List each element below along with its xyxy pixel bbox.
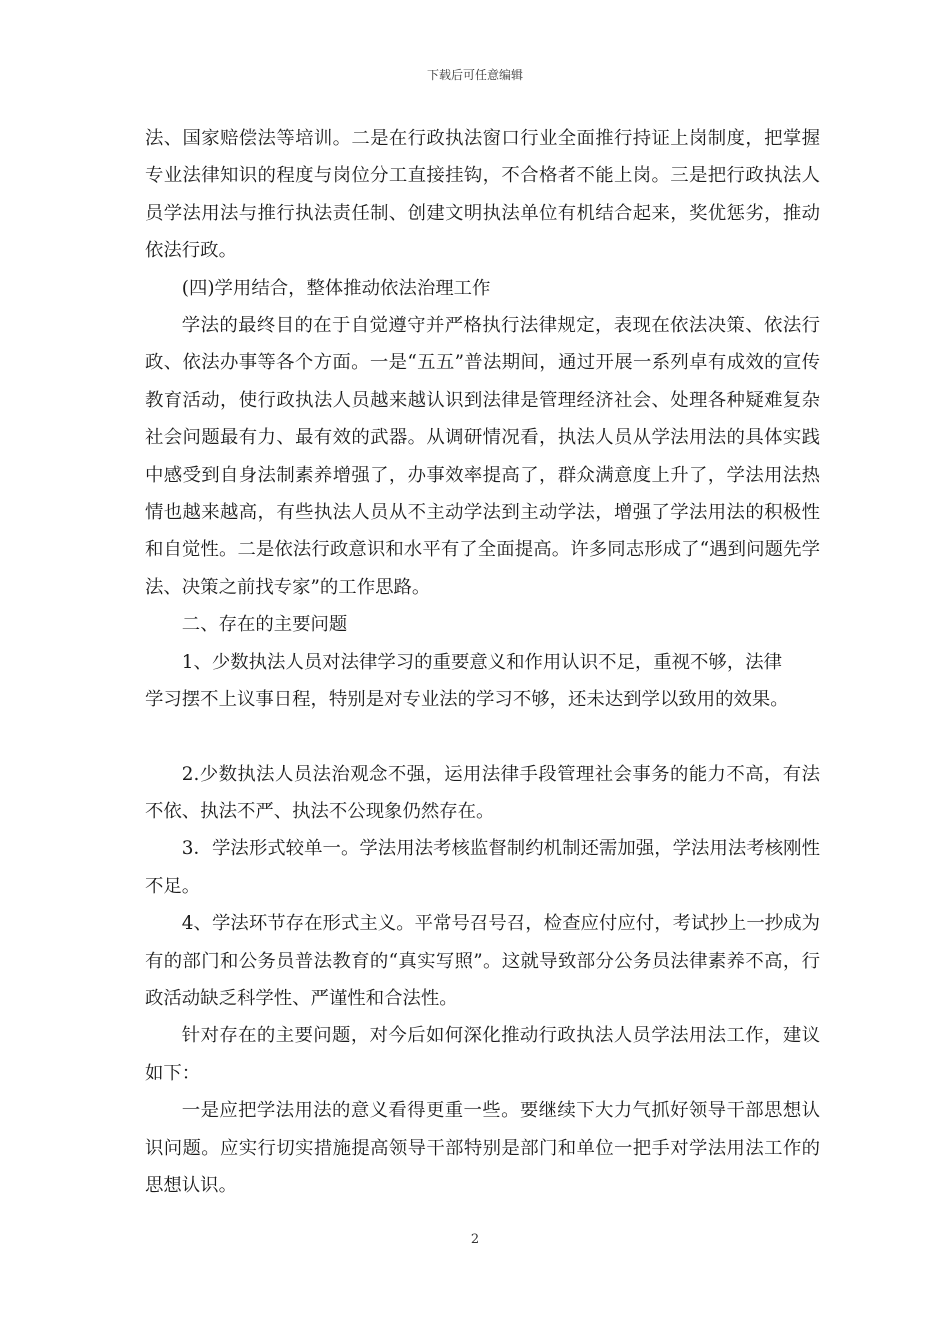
section-heading-4: (四)学用结合，整体推动依法治理工作: [181, 277, 491, 299]
problem-1-line-1: 1、少数执法人员对法律学习的重要意义和作用认识不足，重视不够，法律: [181, 651, 782, 673]
suggestion-1: 一是应把学法用法的意义看得更重一些。要继续下大力气抓好领导干部思想认识问题。应实行切实措施提高领导干部特别是部门和单位一把手对学法用法工作的思想认识。: [145, 1100, 820, 1196]
page-number: 2: [470, 1232, 480, 1247]
section-heading-problems: 二、存在的主要问题: [181, 614, 348, 636]
document-body: [145, 120, 820, 1204]
problem-4: 4、学法环节存在形式主义。平常号召号召，检查应付应付，考试抄上一抄成为有的部门和公务员普法教育的“真实写照”。这就导致部分公务员法律素养不高，行政活动缺乏科学性、严谨性和合法性。: [145, 913, 820, 1009]
suggestion-intro: 针对存在的主要问题，对今后如何深化推动行政执法人员学法用法工作，建议如下：: [145, 1025, 820, 1084]
problem-2: 2.少数执法人员法治观念不强，运用法律手段管理社会事务的能力不高，有法不依、执法不严、执法不公现象仍然存在。: [145, 763, 820, 822]
paragraph-continuation: 法、国家赔偿法等培训。二是在行政执法窗口行业全面推行持证上岗制度，把掌握专业法律知识的程度与岗位分工直接挂钩，不合格者不能上岗。三是把行政执法人员学法用法与推行执法责任制、创建文明执法单位有机结合起来，奖优惩劣，推动依法行政。: [145, 128, 820, 262]
problem-3: 3．学法形式较单一。学法用法考核监督制约机制还需加强，学法用法考核刚性不足。: [145, 838, 820, 897]
paragraph-learning-goal: 学法的最终目的在于自觉遵守并严格执行法律规定，表现在依法决策、依法行政、依法办事等各个方面。一是“五五”普法期间，通过开展一系列卓有成效的宣传教育活动，使行政执法人员越来越认识到法律是管理经济社会、处理各种疑难复杂社会问题最有力、最有效的武器。从调研情况看，执法人员从学法用法的具体实践中感受到自身法制素养增强了，办事效率提高了，群众满意度上升了，学法用法热情也越来越高，有些执法人员从不主动学法到主动学法，增强了学法用法的积极性和自觉性。二是依法行政意识和水平有了全面提高。许多同志形成了“遇到问题先学法、决策之前找专家”的工作思路。: [145, 315, 820, 598]
page-header: 下载后可任意编辑: [426, 68, 523, 82]
blank-line: [145, 719, 820, 756]
problem-1-line-2: 学习摆不上议事日程，特别是对专业法的学习不够，还未达到学以致用的效果。: [145, 689, 789, 711]
